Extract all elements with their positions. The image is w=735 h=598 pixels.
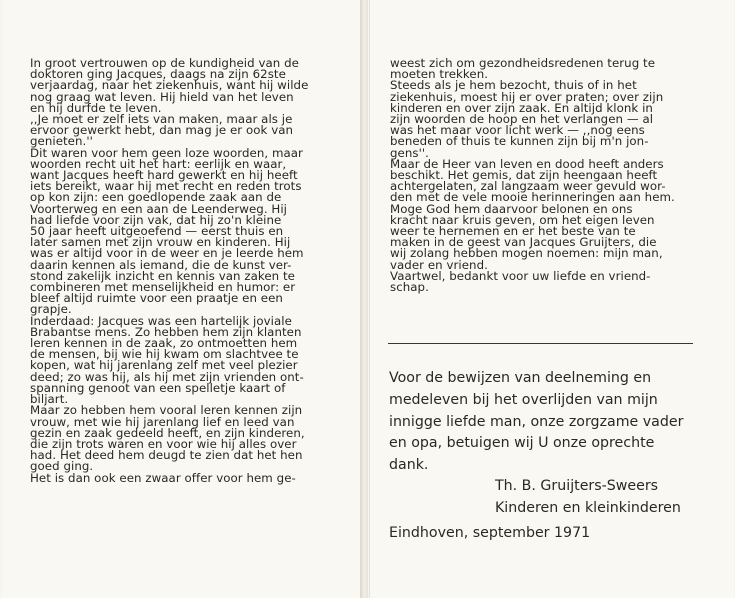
left-text-line: ,,Je moet er zelf iets van maken, maar als je xyxy=(30,112,293,127)
left-text-line: en hij durfde te leven. xyxy=(30,100,162,115)
right-text-line: kracht naar kruis geven, om het eigen leven xyxy=(390,212,655,227)
left-text-line: deed; zo was hij, als hij met zijn vrienden ont- xyxy=(30,369,304,384)
left-text-line: daarin kennen als iemand, die de kunst ver- xyxy=(30,257,292,272)
left-text-line: Voorterweg en een aan de Leenderweg. Hij xyxy=(30,201,287,216)
right-text-line: zijn woorden de hoop en het verlangen — al xyxy=(390,112,654,127)
left-text-line: biljart. xyxy=(30,392,69,407)
right-text-line: maken in de geest van Jacques Gruijters, die xyxy=(390,235,657,250)
left-text-line: was er altijd voor in de weer en je leerde hem xyxy=(30,246,304,261)
right-text-line: weest zich om gezondheidsredenen terug te xyxy=(390,56,656,70)
thanks-line: medeleven bij het overlijden van mijn xyxy=(389,391,658,408)
left-text-line: Brabantse mens. Zo hebben hem zijn klanten xyxy=(30,324,302,339)
right-column-text xyxy=(390,58,675,293)
left-text-line: ervoor gewerkt hebt, dan mag je er ook van xyxy=(30,123,294,138)
left-text-line: combineren met menselijkheid en humor: er xyxy=(30,280,296,295)
right-text-line: gens''. xyxy=(390,145,429,160)
section-divider xyxy=(388,343,693,344)
left-text-line: leren kennen in de zaak, zo ontmoetten hem xyxy=(30,336,298,351)
left-text-line: grapje. xyxy=(30,302,72,317)
right-text-line: beschikt. Het gemis, dat zijn heengaan heeft xyxy=(390,168,658,183)
card-fold xyxy=(361,0,368,598)
thanks-line: en opa, betuigen wij U onze oprechte xyxy=(389,435,655,452)
right-text-line: Maar de Heer van leven en dood heeft anders xyxy=(390,156,664,171)
left-text-line: op kon zijn: een goedlopende zaak aan de xyxy=(30,190,282,205)
left-text-line: bleef altijd ruimte voor een praatje en een xyxy=(30,291,283,306)
left-text-line: spanning genoot van een spelletje kaart of xyxy=(30,380,286,395)
thanks-line: Voor de bewijzen van deelneming en xyxy=(389,370,652,386)
thanks-line: innigge liefde man, onze zorgzame vader xyxy=(389,413,684,430)
right-text-line: Vaartwel, bedankt voor uw liefde en vriend- xyxy=(390,268,651,283)
left-text-line: doktoren ging Jacques, daags na zijn 62ste xyxy=(30,67,286,82)
left-text-line: had liefde voor zijn vak, dat hij zo'n kleine xyxy=(30,212,282,227)
left-text-line: Maar zo hebben hem vooral leren kennen zijn xyxy=(30,403,303,418)
right-text-line: moeten trekken. xyxy=(390,67,489,82)
left-text-line: In groot vertrouwen op de kundigheid van de xyxy=(30,56,299,70)
left-text-line: verjaardag, naar het ziekenhuis, want hij wilde xyxy=(30,78,309,93)
left-text-line: die zijn trots waren en voor wie hij alles over xyxy=(30,436,297,451)
left-text-line: de mensen, bij wie hij kwam om slachtvee te xyxy=(30,347,299,362)
right-text-line: ziekenhuis, moest hij er over praten; over zijn xyxy=(390,89,664,104)
left-text-line: later samen met zijn vrouw en kinderen. Hij xyxy=(30,235,291,250)
right-text-line: beneden of thuis te kunnen zijn bij m'n jon- xyxy=(390,134,649,149)
left-text-line: nog graag wat leven. Hij hield van het leven xyxy=(30,89,294,104)
right-text-line: wij zolang hebben mogen noemen: mijn man, xyxy=(390,246,663,261)
signature-family: Kinderen en kleinkinderen xyxy=(495,500,681,516)
left-text-line: stond zakelijk inzicht en kennis van zaken te xyxy=(30,268,295,283)
left-text-line: vrouw, met wie hij jarenlang lief en leed van xyxy=(30,414,295,429)
left-text-line: woorden recht uit het hart: eerlijk en waar, xyxy=(30,156,287,171)
thanks-paragraph xyxy=(389,368,683,477)
left-text-line: iets bereikt, waar hij met recht en reden trots xyxy=(30,179,302,194)
thanks-line: dank. xyxy=(389,457,429,474)
right-text-line: vader en vriend. xyxy=(390,257,488,272)
left-text-line: 50 jaar heeft uitgeoefend — eerst thuis en xyxy=(30,224,284,239)
right-text-line: was het maar voor licht werk — ,,nog eens xyxy=(390,123,645,138)
right-text-line: achtergelaten, zal langzaam weer gevuld wor- xyxy=(390,179,666,194)
right-text-line: kinderen en over zijn zaak. En altijd klonk in xyxy=(390,100,653,115)
place-and-date: Eindhoven, september 1971 xyxy=(389,525,591,541)
left-text-line: gezin en zaak gedeeld heeft, en zijn kinderen, xyxy=(30,425,305,440)
left-column-text xyxy=(30,58,308,484)
left-text-line: genieten.'' xyxy=(30,134,93,149)
signature-name: Th. B. Gruijters-Sweers xyxy=(495,478,659,494)
left-text-line: goed ging. xyxy=(30,459,94,474)
right-text-line: den met de vele mooie herinneringen aan hem. xyxy=(390,190,675,205)
right-text-line: Steeds als je hem bezocht, thuis of in het xyxy=(390,78,637,93)
left-text-line: Inderdaad: Jacques was een hartelijk joviale xyxy=(30,313,292,328)
left-text-line: kopen, wat hij jarenlang zelf met veel plezier xyxy=(30,358,298,373)
right-text-line: Moge God hem daarvoor belonen en ons xyxy=(390,201,633,216)
left-text-line: had. Het deed hem deugd te zien dat het hen xyxy=(30,448,303,463)
right-text-line: schap. xyxy=(390,280,429,295)
left-text-line: Dit waren voor hem geen loze woorden, maar xyxy=(30,145,303,160)
left-text-line: want Jacques heeft hard gewerkt en hij heeft xyxy=(30,168,298,183)
right-text-line: weer te hernemen en er het beste van te xyxy=(390,224,636,239)
left-text-line: Het is dan ook een zwaar offer voor hem ge- xyxy=(30,470,296,485)
